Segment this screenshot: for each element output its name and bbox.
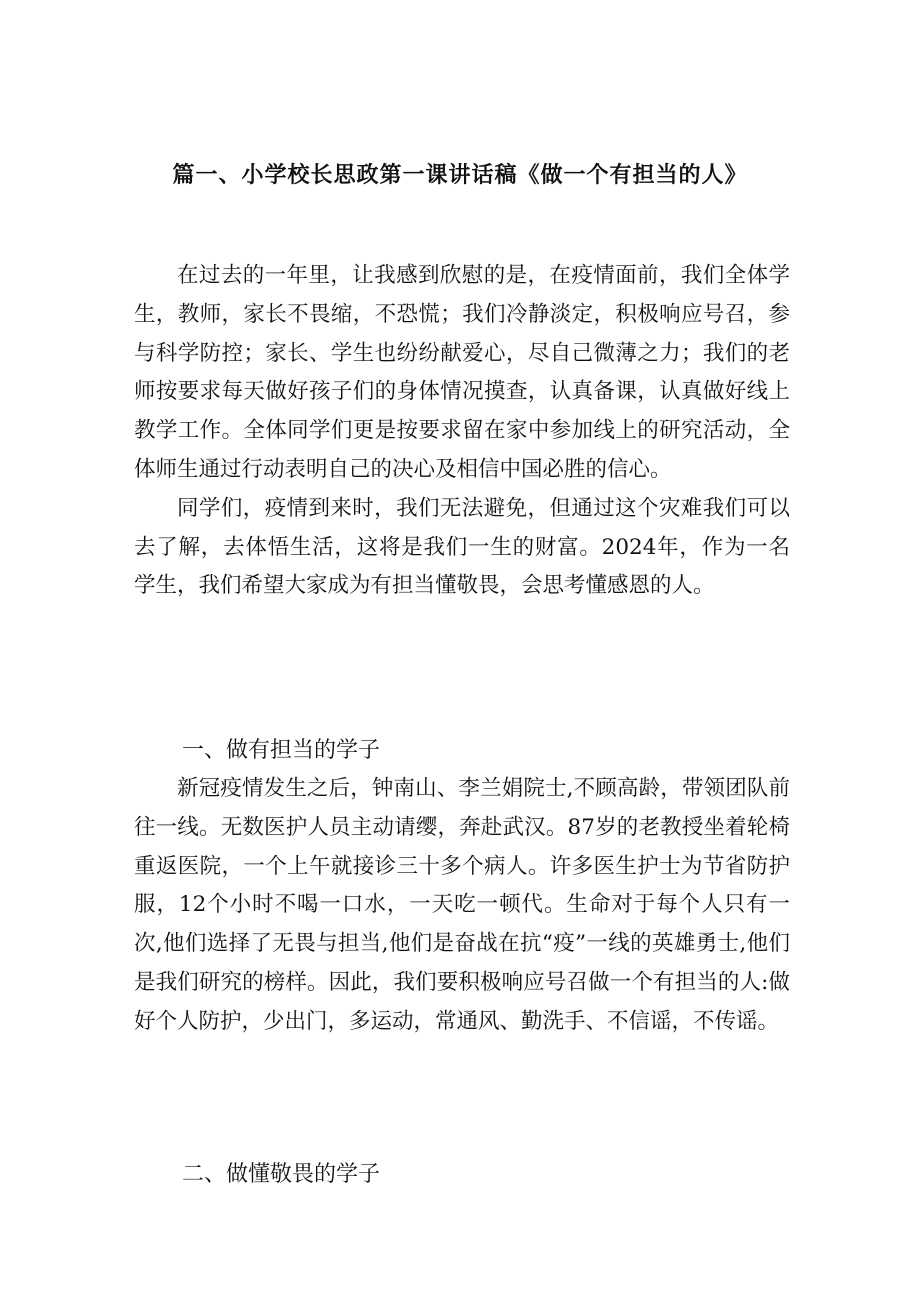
section-heading-2: 二、做懂敬畏的学子 [182, 1162, 381, 1187]
paragraph-2: 同学们，疫情到来时，我们无法避免，但通过这个灾难我们可以去了解，去体悟生活，这将是我们一生的财富。2024年，作为一名学生，我们希望大家成为有担当懂敬畏，会思考懂感恩的人。 [134, 495, 790, 599]
paragraph-group-intro [134, 257, 790, 606]
paragraph-3: 新冠疫情发生之后，钟南山、李兰娟院士,不顾高龄，带领团队前往一线。无数医护人员主动请缨，奔赴武汉。87岁的老教授坐着轮椅重返医院，一个上午就接诊三十多个病人。许多医生护士为节省防护服，12个小时不喝一口水，一天吃一顿代。生命对于每个人只有一次,他们选择了无畏与担当,他们是奋战在抗“疫”一线的英雄勇士,他们是我们研究的榜样。因此，我们要积极响应号召做一个有担当的人:做好个人防护，少出门，多运动，常通风、勤洗手、不信谣，不传谣。 [134, 776, 790, 1034]
document-title: 篇一、小学校长思政第一课讲话稿《做一个有担当的人》 [172, 163, 748, 188]
paragraph-group-section-1 [134, 770, 790, 1042]
paragraph-1: 在过去的一年里，让我感到欣慰的是，在疫情面前，我们全体学生，教师，家长不畏缩，不恐慌；我们冷静淡定，积极响应号召，参与科学防控；家长、学生也纷纷献爱心，尽自己微薄之力；我们的老师按要求每天做好孩子们的身体情况摸查，认真备课，认真做好线上教学工作。全体同学们更是按要求留在家中参加线上的研究活动，全体师生通过行动表明自己的决心及相信中国必胜的信心。 [134, 263, 790, 482]
section-heading-1: 一、做有担当的学子 [182, 738, 381, 763]
